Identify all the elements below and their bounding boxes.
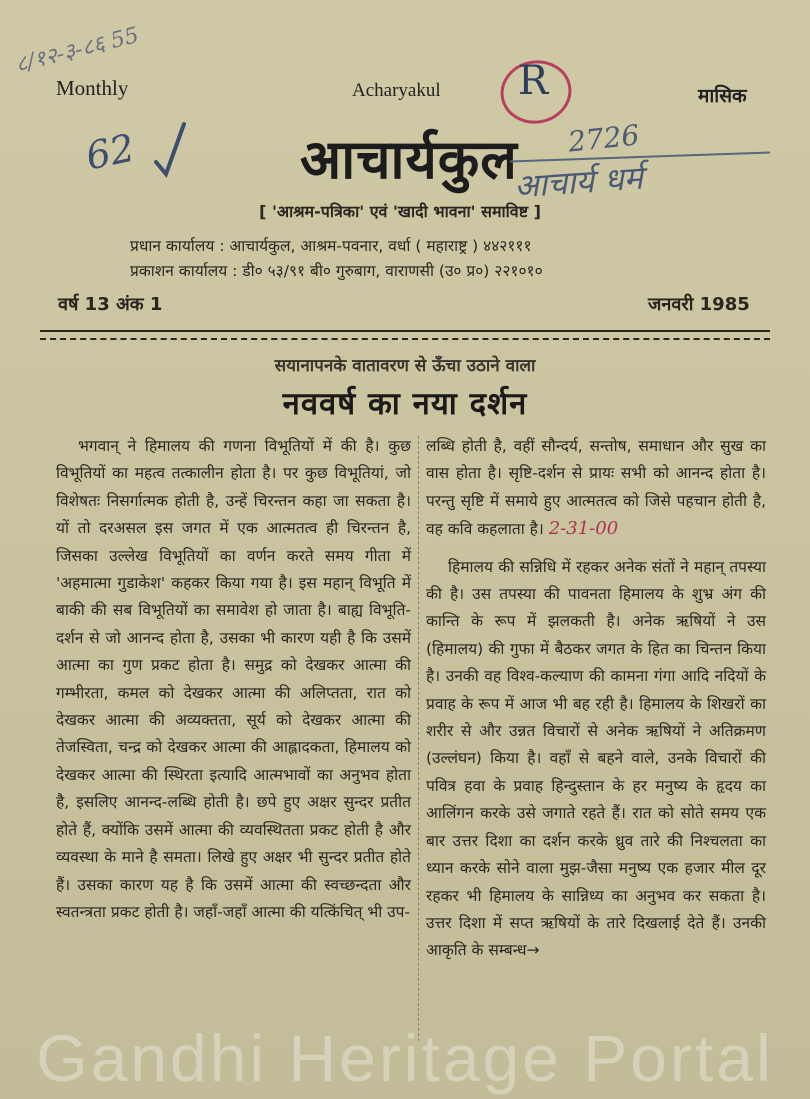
handwritten-number: 2726: [566, 118, 641, 159]
head-office-address: प्रधान कार्यालय : आचार्यकुल, आश्रम-पवनार, वर्धा ( महाराष्ट्र ) ४४२१११: [130, 237, 532, 255]
article-column-left: [56, 433, 411, 926]
monthly-label: Monthly: [56, 76, 129, 100]
handwritten-number-left: 62: [81, 125, 139, 179]
issue-number: वर्ष 13 अंक 1: [58, 294, 163, 315]
acharyakul-label: Acharyakul: [352, 80, 441, 101]
watermark: Gandhi Heritage Portal: [36, 1021, 774, 1095]
article-paragraph: भगवान् ने हिमालय की गणना विभूतियों में की है। कुछ विभूतियों का महत्व तत्कालीन होता है। पर कुछ विभूतियां, जो विशेषतः निसर्गात्मक होती है, उन्हें चिरन्तन कहा जा सकता है। यों तो दरअसल इस जगत में एक आत्मतत्व ही चिरन्तन है, जिसका उल्लेख विभूतियों का वर्णन करते समय गीता में 'अहमात्मा गुडाकेश' कहकर किया गया है। इस महान् विभूति में बाकी की सब विभूतियों का समावेश हो जाता है। बाह्य विभूति-दर्शन से जो आनन्द होता है, उसका भी कारण यही है कि उसमें आत्मा का गुण प्रकट होता है। समुद्र को देखकर आत्मा की गम्भीरता, कमल को देखकर आत्मा की अलिप्तता, रात को देखकर आत्मा की अव्यक्तता, सूर्य को देखकर आत्मा की तेजस्विता, चन्द्र को देखकर आत्मा की आह्लादकता, हिमालय को देखकर आत्मा की स्थिरता इत्यादि आत्मभावों का अनुभव होता है, इसलिए आनन्द-लब्धि होती है। छपे हुए अक्षर सुन्दर प्रतीत होते हैं, क्योंकि उसमें आत्मा की व्यवस्थितता प्रकट होती है और व्यवस्था के माने है समता। लिखे हुए अक्षर भी सुन्दर प्रतीत होते हैं। उसका कारण यह है कि उसमें आत्मा की स्वच्छन्दता और स्वतन्त्रता प्रकट होती है। जहाँ-जहाँ आत्मा की यत्किंचित् भी उप-: [56, 437, 411, 921]
circled-letter: R: [518, 58, 549, 104]
article-paragraph: लब्धि होती है, वहीं सौन्दर्य, सन्तोष, समाधान और सुख का वास होता है। सृष्टि-दर्शन से प्रायः सभी को आनन्द होता है। परन्तु सृष्टि में समाये हुए आत्मतत्व को जिसे पहचान होती है, वह कवि कहलाता है। 2-31-00: [426, 437, 766, 540]
magazine-subtitle: [ 'आश्रम-पत्रिका' एवं 'खादी भावना' समाविष्ट ]: [259, 202, 541, 221]
column-divider: [418, 436, 419, 1041]
handwritten-stamp-text: आचार्य धर्म: [512, 158, 645, 206]
masik-label: मासिक: [698, 85, 747, 107]
article-paragraph: हिमालय की सन्निधि में रहकर अनेक संतों ने महान् तपस्या की है। उस तपस्या की पावनता हिमालय के शुभ्र अंग की कान्ति के रूप में झलकती है। अनेक ऋषियों ने उस (हिमालय) की गुफा में बैठकर जगत के हित का चिन्तन किया है। उनकी वह विश्व-कल्याण की कामना गंगा आदि नदियों के प्रवाह के रूप में आज भी बह रही है। हिमालय के शिखरों का शरीर से और उन्नत विचारों से अनेक ऋषियों ने अतिक्रमण (उल्लंघन) किया है। वहाँ से बहने वाले, उनके विचारों की पवित्र हवा के प्रवाह हिन्दुस्तान के हर मनुष्य के हृदय का आलिंगन करके उसे जगाते रहते हैं। रात को सोते समय एक बार उत्तर दिशा का दर्शन करके ध्रुव तारे की निश्चलता का ध्यान करके सोने वाला मुझ-जैसा मनुष्य एक हजार मील दूर रहकर भी हिमालय के सान्निध्य का अनुभव कर सकता है। उत्तर दिशा में सप्त ऋषियों के तारे दिखलाई देते हैं। उनकी आकृति के सम्बन्ध→: [426, 557, 766, 960]
article-headline: नववर्ष का नया दर्शन: [282, 386, 528, 422]
header-rule-dashed: [40, 338, 770, 340]
article-column-right: [426, 433, 766, 965]
article-tagline: सयानापनके वातावरण से ऊँचा उठाने वाला: [274, 356, 536, 376]
magazine-title: आचार्यकुल: [300, 128, 518, 191]
check-mark-icon: [150, 118, 190, 178]
publication-office-address: प्रकाशन कार्यालय : डी० ५३/९१ बी० गुरुबाग, वाराणसी (उ० प्र०) २२१०१०: [130, 262, 543, 280]
handwritten-note-top-left: ८/१२-३-८६ 55: [13, 23, 142, 78]
header-rule-top: [40, 330, 770, 332]
handwritten-date: 2-31-00: [548, 518, 619, 540]
issue-date: जनवरी 1985: [648, 294, 750, 315]
